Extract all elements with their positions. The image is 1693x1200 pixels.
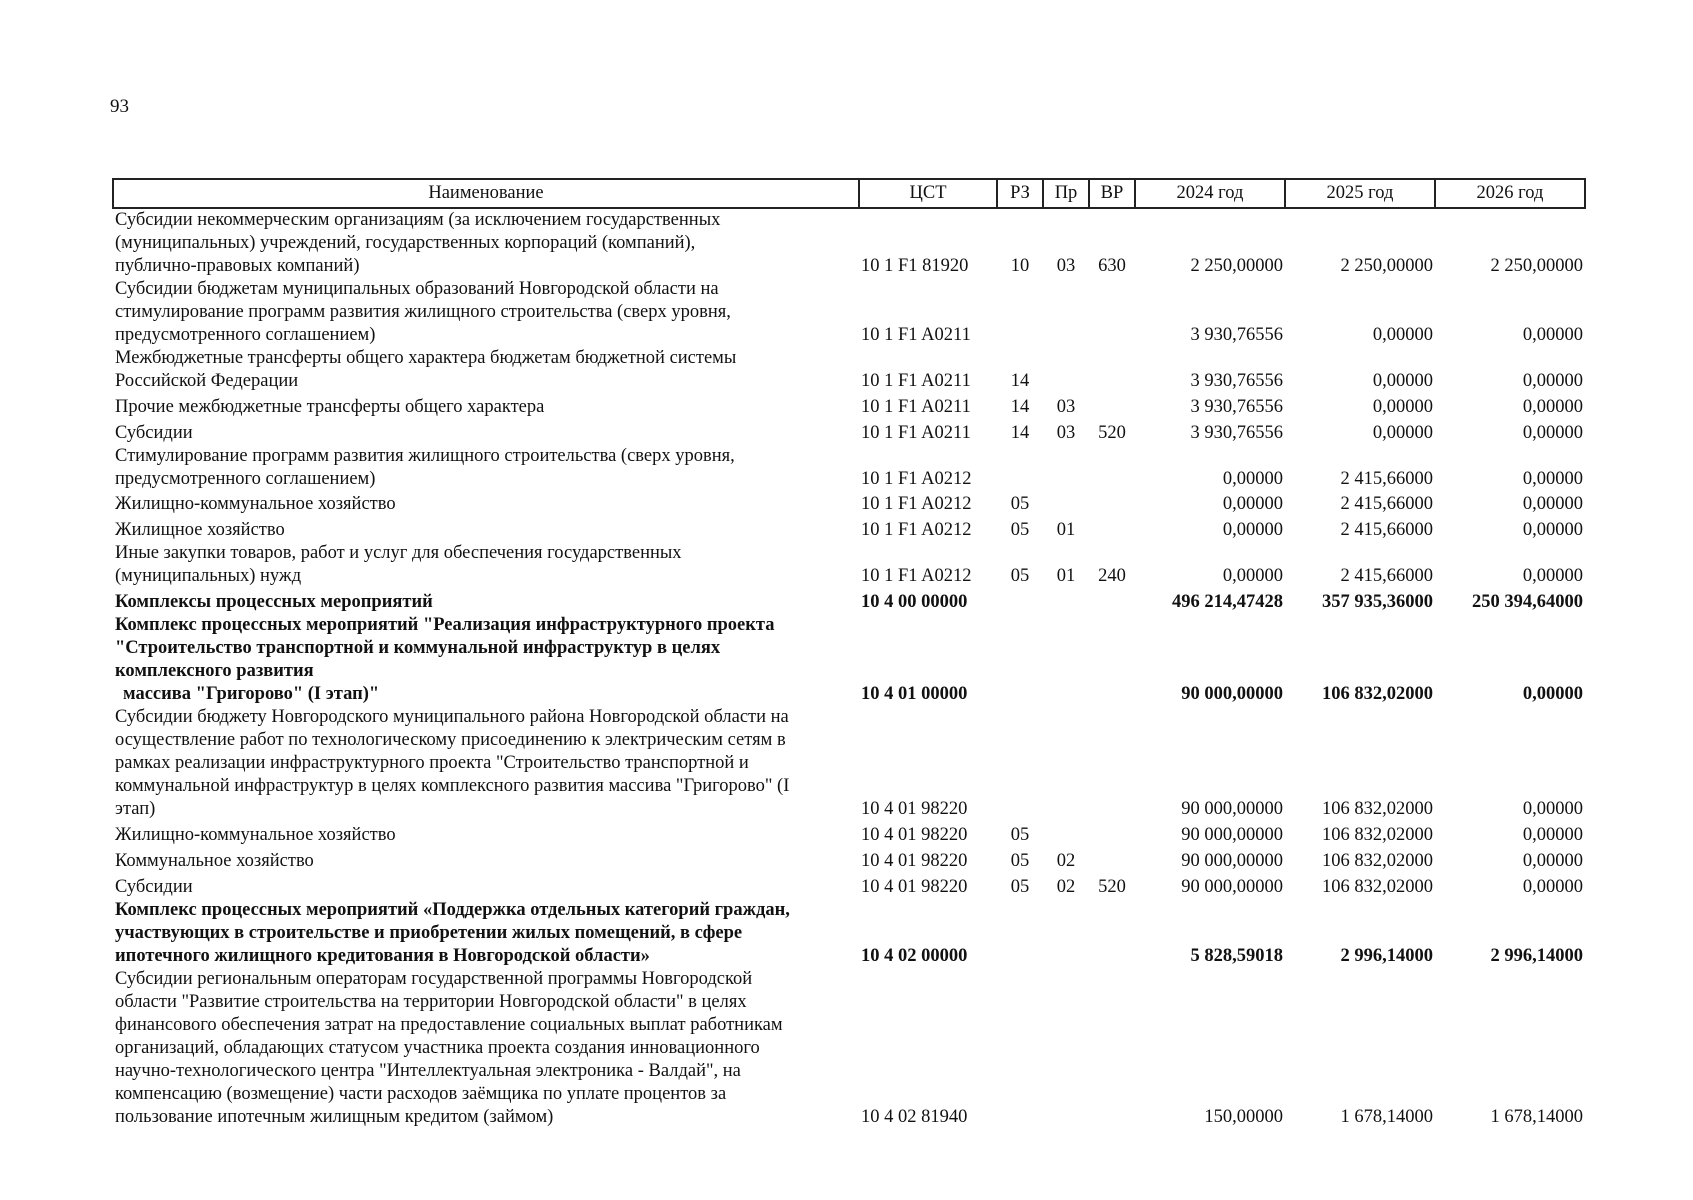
row-rz: 05: [1010, 877, 1030, 897]
row-name: [113, 516, 859, 542]
row-name: [113, 445, 859, 491]
row-vr: [1089, 847, 1135, 873]
table-row: [113, 445, 1585, 491]
row-name: [113, 419, 859, 445]
row-pr: 01: [1056, 566, 1076, 586]
row-vr: [1089, 968, 1135, 1129]
table-header-row: [113, 179, 1585, 208]
row-name-line: "Строительство транспортной и коммунальной инфраструктур в целях: [115, 638, 721, 658]
row-rz: 14: [1010, 371, 1030, 391]
row-pr: 03: [1056, 423, 1076, 443]
row-vr: [1089, 706, 1135, 821]
row-2026: 0,00000: [1522, 520, 1583, 540]
row-2026: 0,00000: [1522, 684, 1583, 704]
row-name-line: Субсидии бюджету Новгородского муниципального района Новгородской области на: [115, 707, 789, 727]
row-name: [113, 968, 859, 1129]
row-2024: 90 000,00000: [1181, 851, 1283, 871]
row-rz: [997, 706, 1043, 821]
row-name: [113, 899, 859, 968]
row-cst: 10 4 02 00000: [861, 946, 968, 966]
header-rz: РЗ: [997, 179, 1043, 208]
row-name-line: Стимулирование программ развития жилищного строительства (сверх уровня,: [115, 446, 735, 466]
row-name-line: Комплекс процессных мероприятий "Реализация инфраструктурного проекта: [115, 615, 775, 635]
row-name-line: Межбюджетные трансферты общего характера бюджетам бюджетной системы: [115, 348, 737, 368]
row-name: [113, 821, 859, 847]
row-vr: [1089, 278, 1135, 347]
row-2026: 0,00000: [1522, 825, 1583, 845]
row-2026: 0,00000: [1522, 877, 1583, 897]
table-row: [113, 516, 1585, 542]
row-rz: 14: [1010, 423, 1030, 443]
row-cst: 10 1 F1 81920: [861, 256, 969, 276]
row-name: [113, 847, 859, 873]
row-vr: [1089, 491, 1135, 516]
row-vr: 520: [1098, 423, 1126, 443]
row-name-line: Прочие межбюджетные трансферты общего характера: [115, 397, 545, 417]
row-name-line: Жилищно-коммунальное хозяйство: [115, 494, 396, 514]
row-pr: [1043, 491, 1089, 516]
row-cst: 10 1 F1 A0211: [861, 325, 971, 345]
row-2025: 2 415,66000: [1340, 469, 1433, 489]
row-name-line: Комплексы процессных мероприятий: [115, 592, 433, 612]
row-name-line: коммунальной инфраструктур в целях комплексного развития массива "Григорово" (I: [115, 776, 790, 796]
row-2025: 0,00000: [1372, 423, 1433, 443]
row-cst: 10 1 F1 A0211: [861, 397, 971, 417]
row-vr: [1089, 516, 1135, 542]
row-2024: 90 000,00000: [1181, 825, 1283, 845]
table-row: [113, 706, 1585, 821]
table-row: [113, 968, 1585, 1129]
row-2026: 0,00000: [1522, 423, 1583, 443]
row-vr: 520: [1098, 877, 1126, 897]
row-vr: [1089, 588, 1135, 614]
row-rz: [997, 614, 1043, 706]
row-pr: [1043, 821, 1089, 847]
row-pr: [1043, 706, 1089, 821]
row-pr: 01: [1056, 520, 1076, 540]
header-vr: ВР: [1089, 179, 1135, 208]
row-cst: 10 4 01 98220: [861, 851, 968, 871]
row-2025: 106 832,02000: [1322, 825, 1433, 845]
row-pr: [1043, 968, 1089, 1129]
row-2024: 90 000,00000: [1181, 877, 1283, 897]
row-name-line: Комплекс процессных мероприятий «Поддержка отдельных категорий граждан,: [115, 900, 790, 920]
budget-table: [112, 178, 1586, 1129]
row-2025: 0,00000: [1372, 371, 1433, 391]
row-pr: [1043, 445, 1089, 491]
header-pr: Пр: [1043, 179, 1089, 208]
row-name-line: (муниципальных) нужд: [115, 566, 302, 586]
row-2024: 0,00000: [1222, 494, 1283, 514]
row-rz: 05: [1010, 825, 1030, 845]
row-vr: 630: [1098, 256, 1126, 276]
table-row: [113, 208, 1585, 278]
row-cst: 10 4 02 81940: [861, 1107, 968, 1127]
row-name: [113, 588, 859, 614]
row-name-line: организаций, обладающих статусом участника проекта создания инновационного: [115, 1038, 760, 1058]
row-2025: 2 996,14000: [1340, 946, 1433, 966]
row-name-line: пользование ипотечным жилищным кредитом (займом): [115, 1107, 554, 1127]
row-name-line: Жилищное хозяйство: [115, 520, 285, 540]
row-name: [113, 347, 859, 393]
header-name: Наименование: [113, 179, 859, 208]
row-name-line: Российской Федерации: [115, 371, 299, 391]
header-2024: 2024 год: [1135, 179, 1285, 208]
row-cst: 10 4 00 00000: [861, 592, 968, 612]
row-2026: 0,00000: [1522, 566, 1583, 586]
row-rz: 14: [1010, 397, 1030, 417]
row-2024: 5 828,59018: [1190, 946, 1283, 966]
row-pr: [1043, 347, 1089, 393]
row-rz: 05: [1010, 851, 1030, 871]
row-pr: [1043, 614, 1089, 706]
row-pr: [1043, 588, 1089, 614]
row-cst: 10 4 01 98220: [861, 825, 968, 845]
row-name-line: Субсидии: [115, 877, 193, 897]
row-name-line: финансового обеспечения затрат на предоставление социальных выплат работникам: [115, 1015, 783, 1035]
table-row: [113, 393, 1585, 419]
row-2024: 0,00000: [1222, 566, 1283, 586]
row-pr: 02: [1056, 851, 1076, 871]
row-2024: 0,00000: [1222, 520, 1283, 540]
row-name: [113, 278, 859, 347]
row-vr: [1089, 614, 1135, 706]
row-name-line: ипотечного жилищного кредитования в Новгородской области»: [115, 946, 650, 966]
row-2026: 1 678,14000: [1490, 1107, 1583, 1127]
row-rz: 05: [1010, 566, 1030, 586]
row-vr: [1089, 821, 1135, 847]
row-cst: 10 1 F1 A0211: [861, 423, 971, 443]
table-row: [113, 419, 1585, 445]
row-rz: [997, 968, 1043, 1129]
table-row: [113, 614, 1585, 706]
row-name-line: компенсацию (возмещение) части расходов заёмщика по уплате процентов за: [115, 1084, 727, 1104]
row-2026: 0,00000: [1522, 371, 1583, 391]
row-name-line: комплексного развития: [115, 661, 314, 681]
row-name-line: научно-технологического центра "Интеллектуальная электроника - Валдай", на: [115, 1061, 741, 1081]
row-2025: 1 678,14000: [1340, 1107, 1433, 1127]
header-2026: 2026 год: [1435, 179, 1585, 208]
row-2026: 0,00000: [1522, 469, 1583, 489]
page-number: 93: [110, 96, 129, 117]
row-name-line: Субсидии региональным операторам государственной программы Новгородской: [115, 969, 753, 989]
row-name-line: Жилищно-коммунальное хозяйство: [115, 825, 396, 845]
row-name-line: предусмотренного соглашением): [115, 469, 376, 489]
row-vr: 240: [1098, 566, 1126, 586]
row-name-line: участвующих в строительстве и приобретении жилых помещений, в сфере: [115, 923, 743, 943]
row-2024: 3 930,76556: [1190, 325, 1283, 345]
row-pr: 03: [1056, 256, 1076, 276]
row-2026: 250 394,64000: [1472, 592, 1583, 612]
row-2024: 3 930,76556: [1190, 423, 1283, 443]
row-cst: 10 1 F1 A0212: [861, 469, 972, 489]
row-2024: 0,00000: [1222, 469, 1283, 489]
row-2026: 0,00000: [1522, 397, 1583, 417]
row-name-line: области "Развитие строительства на территории Новгородской области" в целях: [115, 992, 747, 1012]
row-2026: 0,00000: [1522, 494, 1583, 514]
row-rz: 05: [1010, 494, 1030, 514]
table-row: [113, 588, 1585, 614]
row-cst: 10 1 F1 A0211: [861, 371, 971, 391]
table-row: [113, 899, 1585, 968]
row-name-line: этап): [115, 799, 156, 819]
row-name: [113, 706, 859, 821]
row-name-line: (муниципальных) учреждений, государственных корпораций (компаний),: [115, 233, 696, 253]
row-2025: 2 415,66000: [1340, 520, 1433, 540]
row-cst: 10 1 F1 A0212: [861, 566, 972, 586]
row-cst: 10 4 01 98220: [861, 877, 968, 897]
row-2026: 0,00000: [1522, 851, 1583, 871]
row-2025: 2 250,00000: [1340, 256, 1433, 276]
table-row: [113, 278, 1585, 347]
row-2026: 2 996,14000: [1490, 946, 1583, 966]
row-name-line: осуществление работ по технологическому присоединению к электрическим сетям в: [115, 730, 786, 750]
row-pr: [1043, 899, 1089, 968]
row-name-line: Субсидии бюджетам муниципальных образований Новгородской области на: [115, 279, 719, 299]
row-2025: 0,00000: [1372, 325, 1433, 345]
row-name-line: Субсидии некоммерческим организациям (за исключением государственных: [115, 210, 721, 230]
row-cst: 10 4 01 00000: [861, 684, 968, 704]
row-vr: [1089, 393, 1135, 419]
row-2024: 3 930,76556: [1190, 397, 1283, 417]
row-name-line: предусмотренного соглашением): [115, 325, 376, 345]
row-vr: [1089, 347, 1135, 393]
row-2025: 0,00000: [1372, 397, 1433, 417]
table-row: [113, 821, 1585, 847]
row-2024: 3 930,76556: [1190, 371, 1283, 391]
row-cst: 10 4 01 98220: [861, 799, 968, 819]
row-pr: [1043, 278, 1089, 347]
row-name: [113, 542, 859, 588]
row-2026: 0,00000: [1522, 325, 1583, 345]
row-rz: [997, 445, 1043, 491]
row-name: [113, 873, 859, 899]
row-name-line: рамках реализации инфраструктурного проекта "Строительство транспортной и: [115, 753, 749, 773]
row-2025: 106 832,02000: [1322, 799, 1433, 819]
row-name-line: Иные закупки товаров, работ и услуг для обеспечения государственных: [115, 543, 682, 563]
row-name-line: Коммунальное хозяйство: [115, 851, 314, 871]
table-row: [113, 347, 1585, 393]
row-name: [113, 614, 859, 706]
row-cst: 10 1 F1 A0212: [861, 494, 972, 514]
row-name: [113, 491, 859, 516]
row-name: [113, 208, 859, 278]
row-cst: 10 1 F1 A0212: [861, 520, 972, 540]
table-row: [113, 847, 1585, 873]
row-rz: [997, 588, 1043, 614]
row-2025: 2 415,66000: [1340, 494, 1433, 514]
row-2025: 106 832,02000: [1322, 877, 1433, 897]
row-2026: 0,00000: [1522, 799, 1583, 819]
row-rz: [997, 278, 1043, 347]
row-vr: [1089, 899, 1135, 968]
row-2024: 150,00000: [1204, 1107, 1283, 1127]
row-name: [113, 393, 859, 419]
row-vr: [1089, 445, 1135, 491]
row-2025: 357 935,36000: [1322, 592, 1433, 612]
row-2026: 2 250,00000: [1490, 256, 1583, 276]
table-body: [113, 208, 1585, 1129]
row-rz: 10: [1010, 256, 1030, 276]
row-name-line: публично-правовых компаний): [115, 256, 360, 276]
row-name-line: стимулирование программ развития жилищного строительства (сверх уровня,: [115, 302, 731, 322]
row-2025: 106 832,02000: [1322, 851, 1433, 871]
row-2024: 90 000,00000: [1181, 684, 1283, 704]
row-rz: 05: [1010, 520, 1030, 540]
row-2024: 90 000,00000: [1181, 799, 1283, 819]
table-row: [113, 491, 1585, 516]
row-2024: 496 214,47428: [1172, 592, 1283, 612]
row-2025: 106 832,02000: [1322, 684, 1433, 704]
row-name-line: Субсидии: [115, 423, 193, 443]
row-pr: 03: [1056, 397, 1076, 417]
table-row: [113, 542, 1585, 588]
row-pr: 02: [1056, 877, 1076, 897]
header-2025: 2025 год: [1285, 179, 1435, 208]
row-2025: 2 415,66000: [1340, 566, 1433, 586]
row-2024: 2 250,00000: [1190, 256, 1283, 276]
table-row: [113, 873, 1585, 899]
row-rz: [997, 899, 1043, 968]
row-name-line: массива "Григорово" (I этап)": [123, 684, 380, 704]
header-cst: ЦСТ: [859, 179, 997, 208]
